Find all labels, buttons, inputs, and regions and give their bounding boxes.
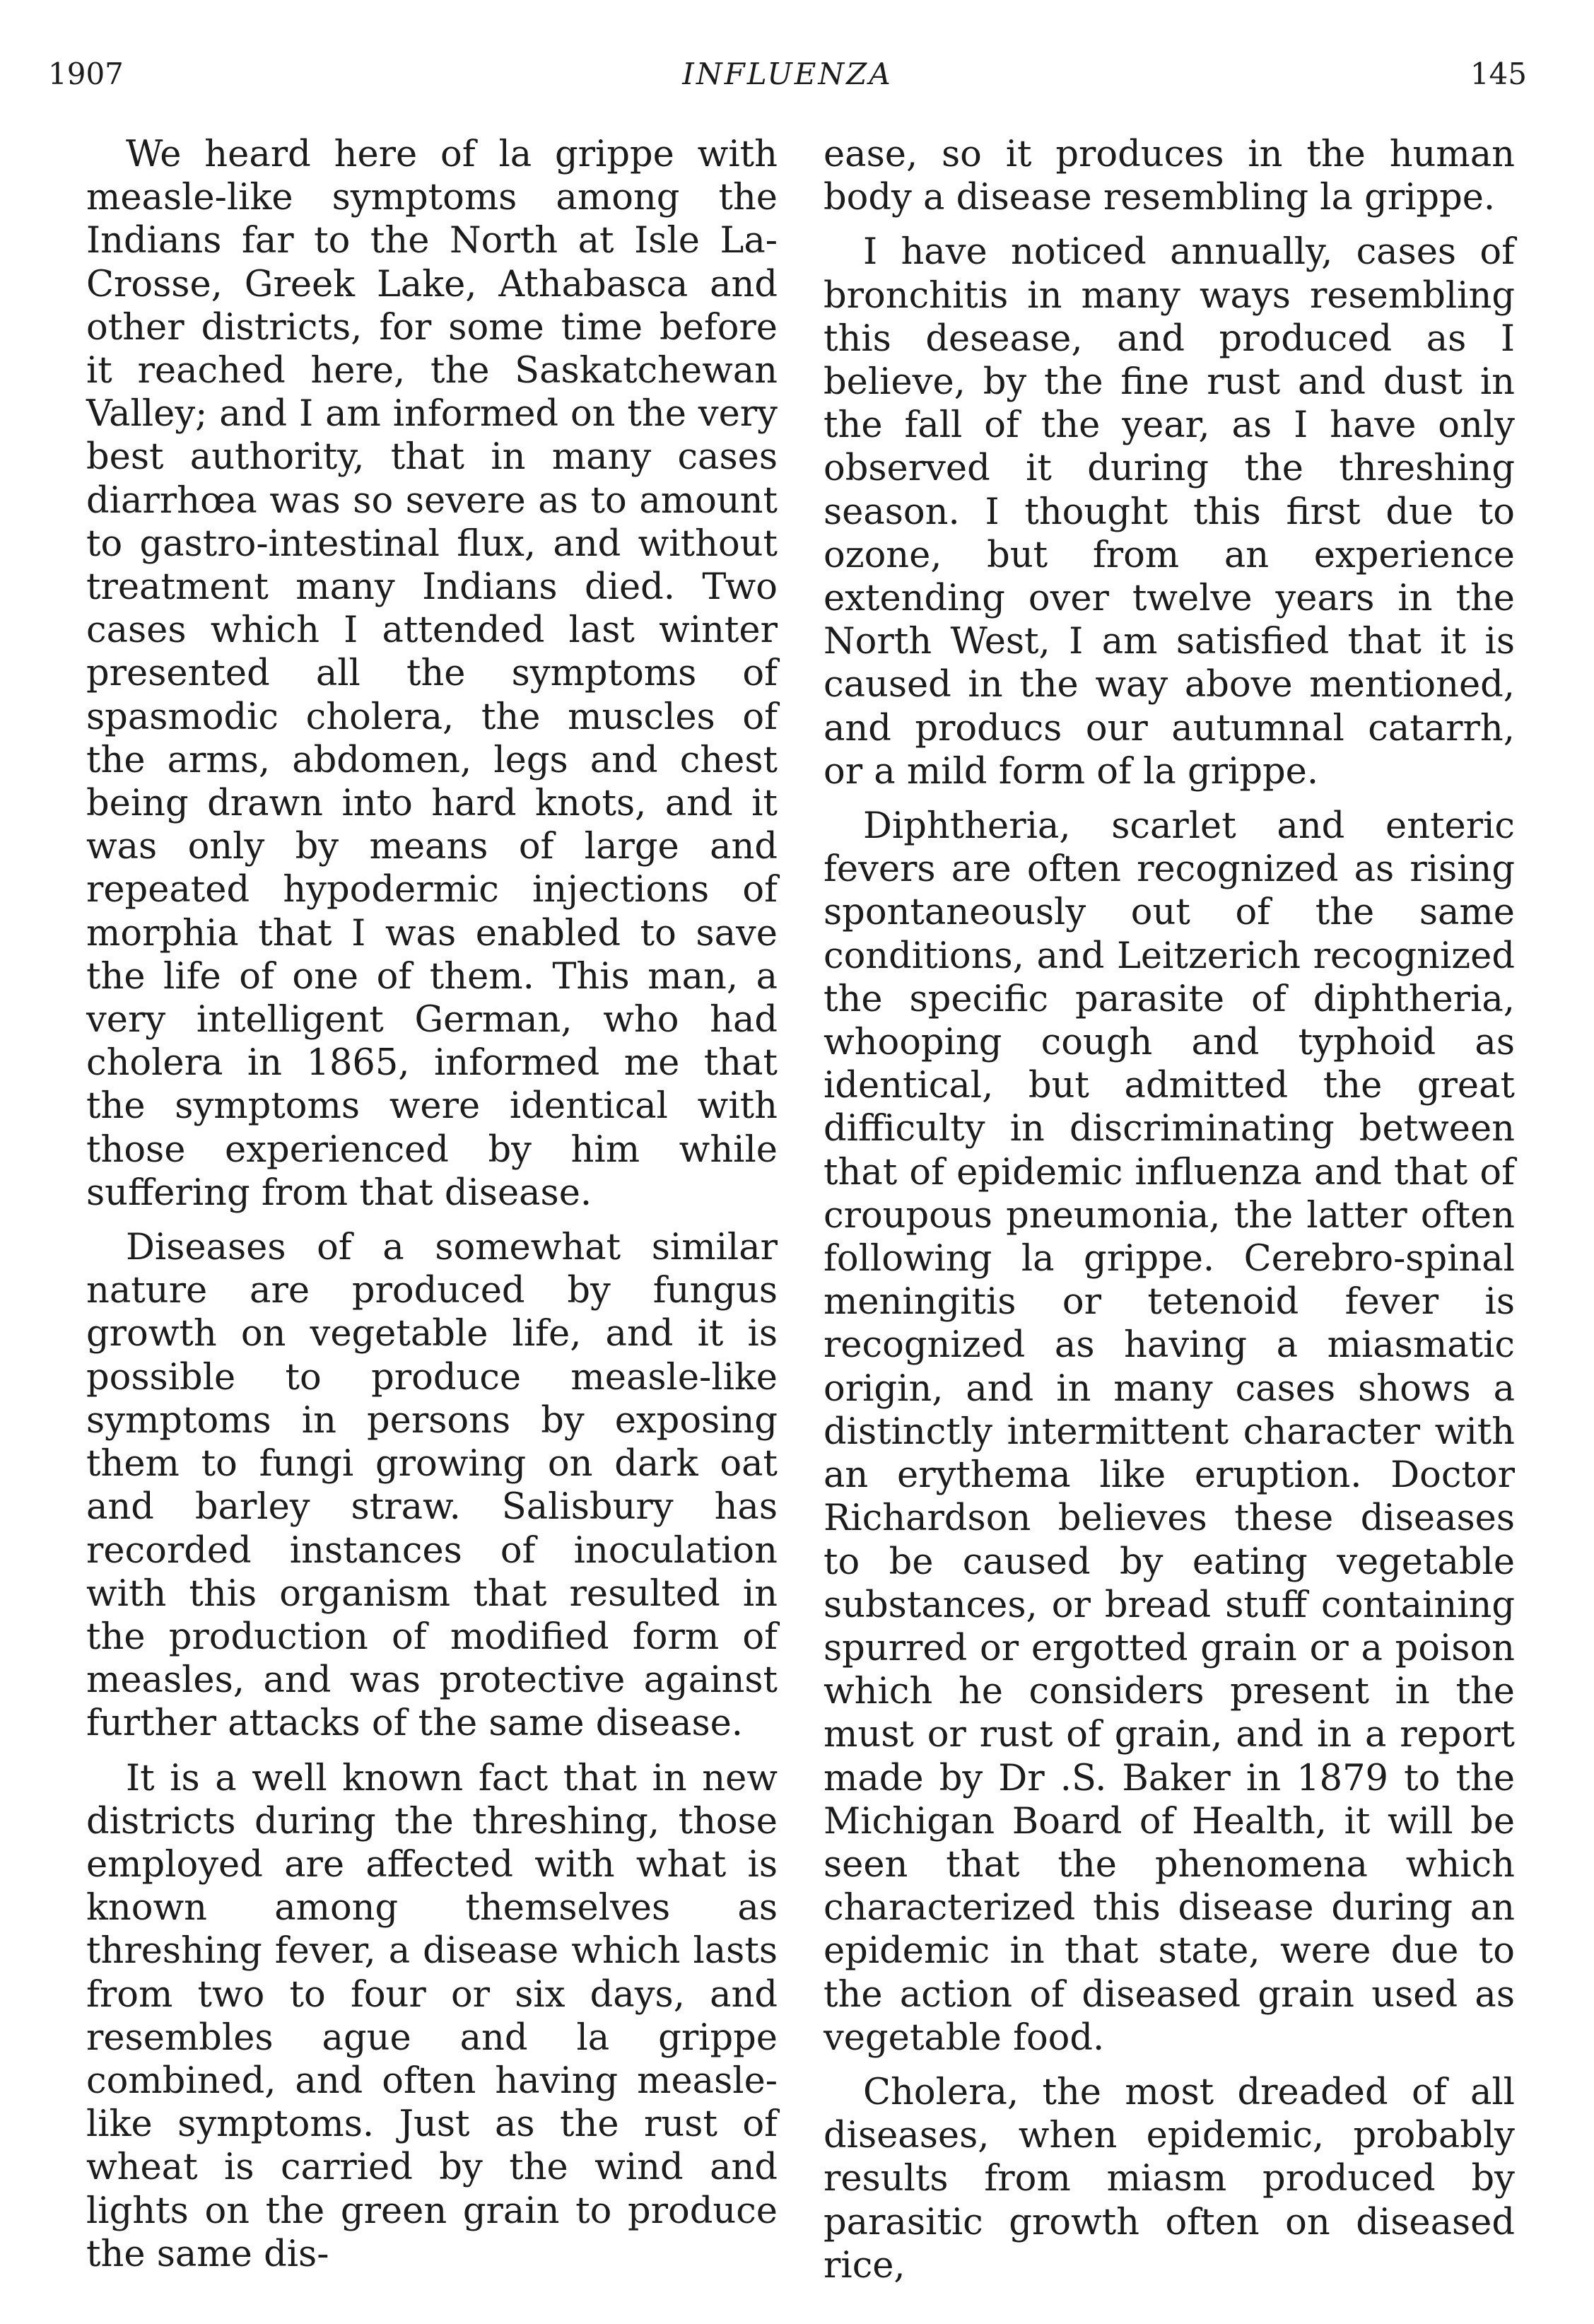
- running-header: [48, 49, 1527, 99]
- paragraph: Diphtheria, scarlet and enteric fevers are often recognized as rising spontaneously out of the same conditions, and Leitzerich recognized the specific parasite of diphtheria, whooping cough and typhoid as identical, but admitted the great difficulty in discriminating between that of epidemic influenza and that of croupous pneumonia, the latter often following la grippe. Cerebro-spinal meningitis or tetenoid fever is recognized as having a miasmatic origin, and in many cases shows a distinctly intermittent character with an erythema like eruption. Doctor Richardson believes these diseases to be caused by eating vegetable substances, or bread stuff containing spurred or ergotted grain or a poison which he considers present in the must or rust of grain, and in a report made by Dr .S. Baker in 1879 to the Michigan Board of Health, it will be seen that the phenomena which characterized this disease during an epidemic in that state, were due to the action of diseased grain used as vegetable food.: [824, 805, 1515, 2059]
- paragraph: I have noticed annually, cases of bronchitis in many ways resembling this desease, and produced as I believe, by the fine rust and dust in the fall of the year, as I have only observed it during the threshing season. I thought this first due to ozone, but from an experience extending over twelve years in the North West, I am satisfied that it is caused in the way above mentioned, and producs our autumnal catarrh, or a mild form of la grippe.: [824, 231, 1515, 793]
- left-column: [86, 133, 778, 2276]
- header-year: 1907: [48, 57, 124, 91]
- right-column: [824, 133, 1515, 2287]
- paragraph: We heard here of la grippe with measle-like symptoms among the Indians far to the North at Isle La-Crosse, Greek Lake, Athabasca and other districts, for some time before it reached here, the Saskatchewan Valley; and I am informed on the very best authority, that in many cases diarrhœa was so severe as to amount to gastro-intestinal flux, and without treatment many Indians died. Two cases which I attended last winter presented all the symptoms of spasmodic cholera, the muscles of the arms, abdomen, legs and chest being drawn into hard knots, and it was only by means of large and repeated hypodermic injections of morphia that I was enabled to save the life of one of them. This man, a very intelligent German, who had cholera in 1865, informed me that the symptoms were identical with those experienced by him while suffering from that disease.: [86, 134, 778, 1214]
- paragraph-continued: ease, so it produces in the human body a disease resembling la grippe.: [824, 134, 1515, 219]
- header-title: INFLUENZA: [682, 57, 893, 91]
- paragraph: It is a well known fact that in new districts during the threshing, those employed are affected with what is known among themselves as threshing fever, a disease which lasts from two to four or six days, and resembles ague and la grippe combined, and often having measle-like symptoms. Just as the rust of wheat is carried by the wind and lights on the green grain to produce the same dis-: [86, 1757, 778, 2275]
- paragraph: Cholera, the most dreaded of all diseases, when epidemic, probably results from miasm produced by parasitic growth often on diseased rice,: [824, 2071, 1515, 2287]
- paragraph: Diseases of a somewhat similar nature are produced by fungus growth on vegetable life, and it is possible to produce measle-like symptoms in persons by exposing them to fungi growing on dark oat and barley straw. Salisbury has recorded instances of inoculation with this organism that resulted in the production of modified form of measles, and was protective against further attacks of the same disease.: [86, 1227, 778, 1745]
- page-number: 145: [1470, 57, 1527, 91]
